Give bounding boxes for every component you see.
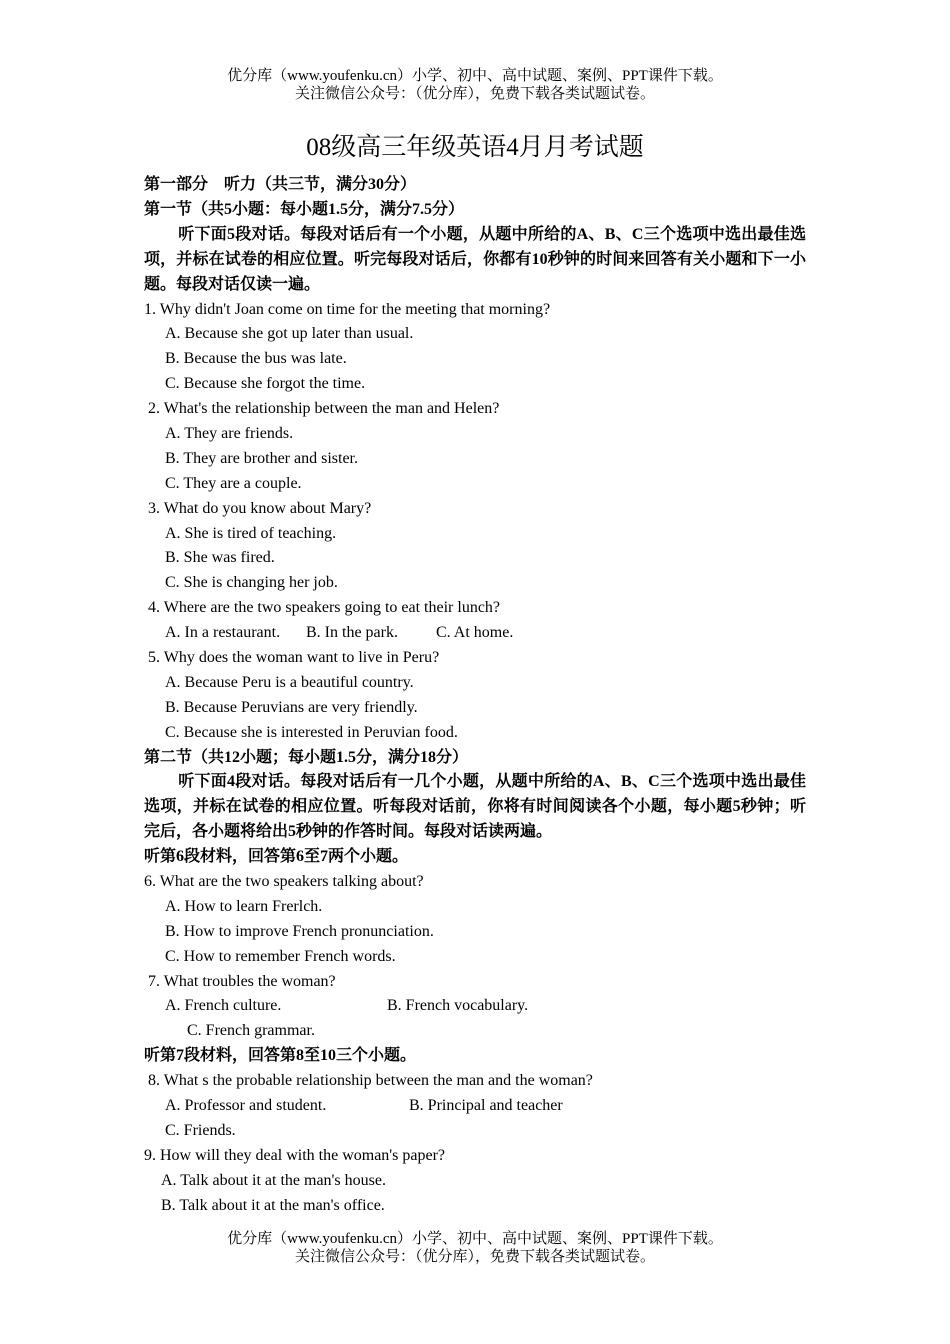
question-7-option-c: C. French grammar.	[187, 1022, 315, 1040]
question-4-options	[144, 621, 806, 646]
question-4-option-b: B. In the park.	[306, 624, 398, 642]
question-8-options-ab	[144, 1094, 806, 1119]
question-7-options-ab	[144, 994, 806, 1019]
section2-heading: 第二节（共12小题；每小题1.5分，满分18分）	[144, 748, 469, 766]
question-8-option-c: C. Friends.	[165, 1121, 236, 1139]
document-body	[144, 173, 806, 1219]
question-6-stem: 6. What are the two speakers talking about?	[144, 873, 424, 891]
question-3-option-c: C. She is changing her job.	[165, 574, 338, 592]
question-5-stem: 5. Why does the woman want to live in Peru?	[148, 648, 440, 666]
question-4-stem: 4. Where are the two speakers going to eat their lunch?	[148, 599, 501, 617]
question-8-option-a: A. Professor and student.	[165, 1097, 327, 1115]
question-2-option-a: A. They are friends.	[165, 424, 294, 442]
question-7-stem: 7. What troubles the woman?	[148, 972, 336, 990]
question-3-option-b: B. She was fired.	[165, 549, 275, 567]
question-7-option-b: B. French vocabulary.	[387, 997, 529, 1015]
page-header	[0, 67, 950, 103]
footer-line-2: 关注微信公众号：（优分库），免费下载各类试题试卷。	[294, 1249, 655, 1265]
page-footer	[0, 1230, 950, 1266]
question-8-stem: 8. What s the probable relationship between the man and the woman?	[148, 1072, 593, 1090]
question-5-option-c: C. Because she is interested in Peruvian food.	[165, 723, 458, 741]
question-2-option-b: B. They are brother and sister.	[165, 449, 358, 467]
group-7-instruction: 听第7段材料，回答第8至10三个小题。	[144, 1047, 417, 1065]
question-9-stem: 9. How will they deal with the woman's paper?	[144, 1146, 446, 1164]
question-2-stem: 2. What's the relationship between the man and Helen?	[148, 400, 500, 418]
question-3-stem: 3. What do you know about Mary?	[148, 499, 372, 517]
header-line-2: 关注微信公众号：（优分库），免费下载各类试题试卷。	[294, 86, 655, 102]
question-3-option-a: A. She is tired of teaching.	[165, 524, 337, 542]
question-1-option-a: A. Because she got up later than usual.	[165, 325, 414, 343]
question-2-option-c: C. They are a couple.	[165, 474, 302, 492]
question-1-option-c: C. Because she forgot the time.	[165, 375, 366, 393]
question-6-option-a: A. How to learn Frerlch.	[165, 897, 323, 915]
question-6-option-c: C. How to remember French words.	[165, 947, 396, 965]
question-5-option-a: A. Because Peru is a beautiful country.	[165, 673, 414, 691]
page-title: 08级高三年级英语4月月考试题	[306, 134, 644, 161]
question-1-option-b: B. Because the bus was late.	[165, 350, 347, 368]
section1-instructions: 听下面5段对话。每段对话后有一个小题，从题中所给的A、B、C三个选项中选出最佳选项，并标在试卷的相应位置。听完每段对话后，你都有10秒钟的时间来回答有关小题和下一小题。每段对话仅读一遍。	[144, 225, 806, 293]
header-line-1: 优分库（www.youfenku.cn）小学、初中、高中试题、案例、PPT课件下载。	[227, 68, 723, 84]
group-6-instruction: 听第6段材料，回答第6至7两个小题。	[144, 848, 409, 866]
part1-heading: 第一部分 听力（共三节，满分30分）	[144, 176, 417, 193]
question-9-option-b: B. Talk about it at the man's office.	[161, 1196, 385, 1214]
question-1-stem: 1. Why didn't Joan come on time for the meeting that morning?	[144, 300, 551, 318]
footer-line-1: 优分库（www.youfenku.cn）小学、初中、高中试题、案例、PPT课件下载。	[227, 1231, 723, 1247]
question-4-option-c: C. At home.	[436, 624, 514, 642]
section2-instructions: 听下面4段对话。每段对话后有一几个小题，从题中所给的A、B、C三个选项中选出最佳选项，并标在试卷的相应位置。听每段对话前，你将有时间阅读各个小题，每小题5秒钟；听完后，各小题将给出5秒钟的作答时间。每段对话读两遍。	[144, 773, 806, 841]
question-4-option-a: A. In a restaurant.	[165, 624, 281, 642]
question-6-option-b: B. How to improve French pronunciation.	[165, 922, 434, 940]
question-5-option-b: B. Because Peruvians are very friendly.	[165, 698, 418, 716]
question-9-option-a: A. Talk about it at the man's house.	[161, 1171, 386, 1189]
question-7-option-a: A. French culture.	[165, 997, 282, 1015]
section1-heading: 第一节（共5小题：每小题1.5分，满分7.5分）	[144, 200, 465, 218]
question-8-option-b: B. Principal and teacher	[409, 1097, 563, 1115]
